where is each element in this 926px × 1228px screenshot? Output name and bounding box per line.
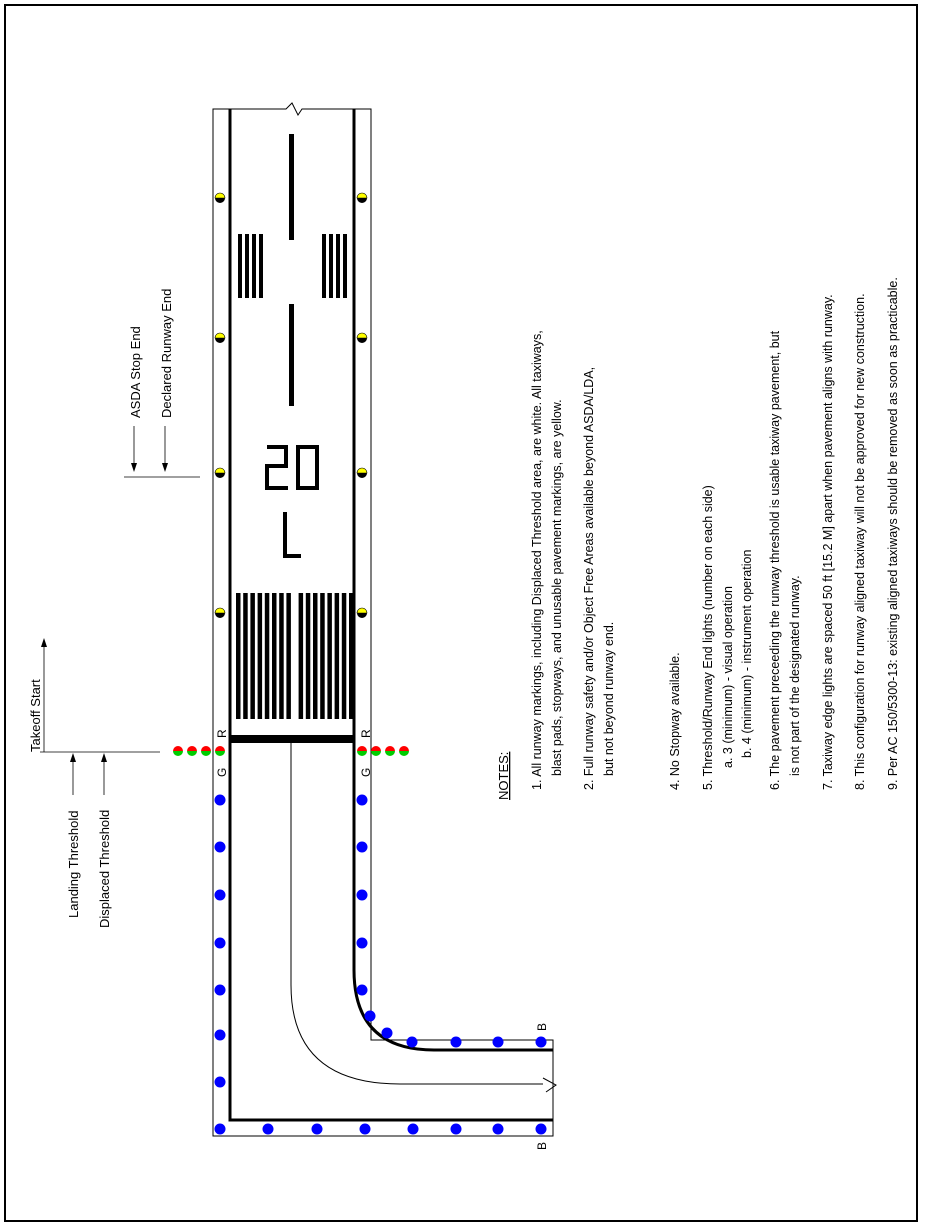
green-light-label-left: G bbox=[215, 767, 229, 777]
note-line: 4. No Stopway available. bbox=[668, 652, 682, 790]
taxiway-edge-light bbox=[357, 938, 368, 949]
note-line: 2. Full runway safety and/or Object Free Areas available beyond ASDA/LDA, bbox=[582, 366, 596, 790]
note-line: b. 4 (minimum) - instrument operation bbox=[740, 549, 754, 758]
threshold-light bbox=[399, 746, 409, 756]
asda-stop-end-label: ASDA Stop End bbox=[128, 326, 143, 418]
piano-key bbox=[349, 593, 354, 719]
taxiway-edge-light bbox=[382, 1028, 393, 1039]
taxiway-edge-light bbox=[357, 795, 368, 806]
taxiway-edge-light bbox=[365, 1011, 376, 1022]
piano-key bbox=[306, 593, 311, 719]
taxiway-edge-light bbox=[536, 1124, 547, 1135]
taxiway-edge-light bbox=[215, 1077, 226, 1088]
piano-key bbox=[272, 593, 277, 719]
arrowhead-icon bbox=[131, 463, 137, 472]
threshold-light bbox=[201, 746, 211, 756]
runway-edge-light bbox=[357, 193, 367, 203]
landing-threshold-label: Landing Threshold bbox=[66, 810, 81, 918]
piano-key bbox=[320, 593, 325, 719]
note-line: 7. Taxiway edge lights are spaced 50 ft [15.2 M] apart when pavement aligns with runway. bbox=[821, 294, 835, 790]
threshold-light bbox=[173, 746, 183, 756]
taxiway-edge-light bbox=[451, 1124, 462, 1135]
notes-heading: NOTES: bbox=[496, 751, 511, 800]
threshold-light bbox=[371, 746, 381, 756]
note-line: 9. Per AC 150/5300-13: existing aligned taxiways should be removed as soon as practicable. bbox=[886, 277, 900, 790]
arrowhead-icon bbox=[101, 753, 107, 762]
note-line: is not part of the designated runway. bbox=[788, 575, 802, 776]
taxiway-edge-light bbox=[215, 938, 226, 949]
piano-key bbox=[286, 593, 291, 719]
runway-edge-light bbox=[215, 608, 225, 618]
taxiway-edge-light bbox=[215, 985, 226, 996]
note-line: 1. All runway markings, including Displaced Threshold area, are white. All taxiways, bbox=[530, 330, 544, 790]
runway-designator bbox=[267, 447, 317, 556]
taxiway-edge-light bbox=[357, 985, 368, 996]
taxiway-edge-light bbox=[451, 1037, 462, 1048]
note-line: but not beyond runway end. bbox=[602, 621, 616, 776]
arrowhead-icon bbox=[70, 753, 76, 762]
runway-designator-number: 20 bbox=[292, 475, 294, 476]
piano-key bbox=[236, 593, 241, 719]
piano-key bbox=[342, 593, 347, 719]
runway-edge-light bbox=[357, 333, 367, 343]
taxiway-edge-light bbox=[360, 1124, 371, 1135]
arrowhead-icon bbox=[162, 463, 168, 472]
threshold-piano-keys bbox=[236, 593, 354, 719]
touchdown-zone-marking-right bbox=[322, 234, 347, 298]
red-light-label-left: R bbox=[215, 729, 229, 738]
taxiway-edge-light bbox=[408, 1124, 419, 1135]
runway-pavement-outline bbox=[213, 103, 553, 1136]
displaced-threshold-label: Displaced Threshold bbox=[97, 809, 112, 928]
threshold-light bbox=[385, 746, 395, 756]
piano-key bbox=[327, 593, 332, 719]
taxiway-edge-light bbox=[312, 1124, 323, 1135]
takeoff-start-label: Takeoff Start bbox=[28, 679, 43, 752]
centerline-stripe bbox=[289, 134, 294, 240]
taxiway-edge-light bbox=[407, 1037, 418, 1048]
runway-designator-letter: L bbox=[292, 540, 293, 541]
note-line: 5. Threshold/Runway End lights (number on each side) bbox=[701, 485, 715, 790]
piano-key bbox=[243, 593, 248, 719]
piano-key bbox=[250, 593, 255, 719]
threshold-light bbox=[187, 746, 197, 756]
note-line: a. 3 (minimum) - visual operation bbox=[721, 585, 735, 768]
green-light-label-right: G bbox=[359, 767, 373, 777]
taxiway-edge-light bbox=[215, 842, 226, 853]
runway-edge-light bbox=[357, 608, 367, 618]
threshold-bar bbox=[230, 735, 354, 743]
threshold-light bbox=[357, 746, 367, 756]
red-light-label-right: R bbox=[359, 729, 373, 738]
runway-edge-light bbox=[215, 468, 225, 478]
threshold-light bbox=[215, 746, 225, 756]
notes-list bbox=[530, 277, 900, 790]
touchdown-zone-marking-left bbox=[238, 234, 263, 298]
declared-runway-end-label: Declared Runway End bbox=[159, 288, 174, 418]
taxiway-edge-light bbox=[493, 1124, 504, 1135]
taxiway-turn-edge bbox=[354, 740, 553, 1050]
taxiway-edge-light bbox=[215, 795, 226, 806]
taxiway-edge-light bbox=[536, 1037, 547, 1048]
piano-key bbox=[299, 593, 304, 719]
centerline-stripe bbox=[289, 304, 294, 406]
pavement-break-right bbox=[543, 1078, 556, 1092]
runway-edge-light bbox=[215, 193, 225, 203]
taxiway-edge-light bbox=[263, 1124, 274, 1135]
note-line: 6. The pavement preceeding the runway threshold is usable taxiway pavement, but bbox=[768, 330, 782, 790]
runway-edge-light bbox=[357, 468, 367, 478]
piano-key bbox=[258, 593, 263, 719]
piano-key bbox=[313, 593, 318, 719]
runway-edge-light bbox=[215, 333, 225, 343]
arrowhead-icon bbox=[41, 638, 47, 647]
taxiway-edge-light bbox=[215, 1030, 226, 1041]
piano-key bbox=[335, 593, 340, 719]
taxiway-label-lower: B bbox=[535, 1141, 549, 1150]
taxiway-edge-light bbox=[493, 1037, 504, 1048]
taxiway-edge-light bbox=[215, 890, 226, 901]
piano-key bbox=[279, 593, 284, 719]
taxiway-label-upper: B bbox=[535, 1022, 549, 1031]
note-line: 8. This configuration for runway aligned taxiway will not be approved for new construction. bbox=[853, 293, 867, 790]
taxiway-edge-light bbox=[357, 842, 368, 853]
taxiway-edge-light bbox=[357, 890, 368, 901]
piano-key bbox=[265, 593, 270, 719]
note-line: blast pads, stopways, and unusable pavement markings, are yellow. bbox=[550, 399, 564, 776]
taxiway-edge-light bbox=[215, 1124, 226, 1135]
